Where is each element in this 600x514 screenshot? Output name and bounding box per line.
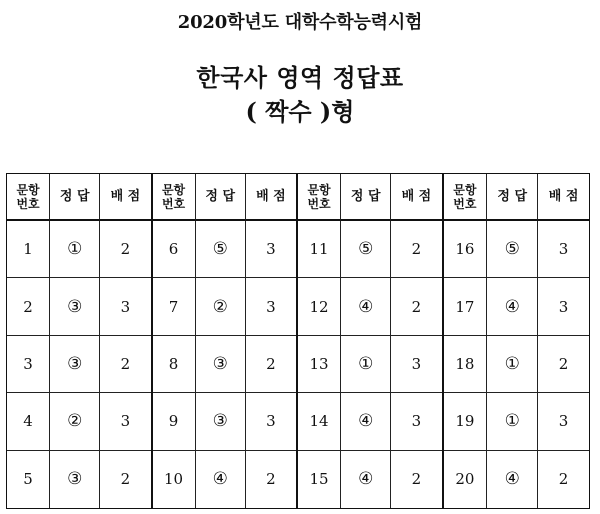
header-points: 배 점 [246, 174, 296, 221]
header-question-number: 문항 번호 [444, 174, 488, 221]
points-value: 2 [246, 336, 296, 393]
header-answer: 정 답 [196, 174, 246, 221]
question-number: 14 [298, 393, 341, 450]
question-number: 17 [444, 278, 488, 335]
question-number: 12 [298, 278, 341, 335]
points-value: 2 [391, 278, 441, 335]
header-points: 배 점 [391, 174, 441, 221]
question-number: 18 [444, 336, 488, 393]
answer-mark: ④ [196, 451, 246, 508]
answer-mark: ④ [487, 451, 538, 508]
form-type: ( 짝수 )형 [245, 97, 355, 126]
answer-table [6, 173, 590, 509]
question-number: 5 [7, 451, 50, 508]
answer-mark: ③ [196, 336, 246, 393]
answer-mark: ④ [487, 278, 538, 335]
header-question-number: 문항 번호 [7, 174, 50, 221]
question-number: 8 [153, 336, 196, 393]
question-number: 4 [7, 393, 50, 450]
question-number: 20 [444, 451, 488, 508]
points-value: 2 [411, 470, 422, 489]
answer-block-4 [444, 174, 590, 508]
answer-mark: ③ [50, 336, 100, 393]
points-value: 2 [538, 336, 589, 393]
points-value: 3 [246, 221, 296, 278]
answer-mark: ② [50, 393, 100, 450]
answer-mark: ③ [196, 393, 246, 450]
header-question-number: 문항 번호 [298, 174, 341, 221]
header-points: 배 점 [538, 174, 589, 221]
points-value: 2 [100, 336, 150, 393]
answer-block-1 [7, 174, 153, 508]
points-value: 3 [538, 221, 589, 278]
points-value: 2 [558, 470, 569, 489]
question-number: 11 [298, 221, 341, 278]
points-value: 2 [266, 470, 276, 489]
points-value: 3 [391, 393, 441, 450]
points-value: 3 [538, 393, 589, 450]
question-number: 1 [7, 221, 50, 278]
subject-title: 한국사 영역 정답표 [196, 63, 404, 92]
header-points: 배 점 [100, 174, 150, 221]
header-question-number: 문항 번호 [153, 174, 196, 221]
answer-mark: ① [341, 336, 391, 393]
points-value: 2 [391, 221, 441, 278]
question-number: 13 [298, 336, 341, 393]
answer-mark: ① [487, 393, 538, 450]
answer-mark: ⑤ [341, 221, 391, 278]
points-value: 3 [391, 336, 441, 393]
question-number: 15 [298, 451, 341, 508]
points-value: 3 [100, 278, 150, 335]
header-answer: 정 답 [487, 174, 538, 221]
question-number: 6 [153, 221, 196, 278]
points-value: 3 [246, 278, 296, 335]
question-number: 2 [7, 278, 50, 335]
answer-mark: ④ [341, 278, 391, 335]
answer-mark: ⑤ [487, 221, 538, 278]
points-value: 3 [246, 393, 296, 450]
answer-block-2 [153, 174, 299, 508]
answer-mark: ① [50, 221, 100, 278]
header-answer: 정 답 [50, 174, 100, 221]
answer-mark: ① [487, 336, 538, 393]
question-number: 10 [153, 451, 196, 508]
exam-title: 2020학년도 대학수학능력시험 [177, 12, 423, 33]
question-number: 16 [444, 221, 488, 278]
question-number: 7 [153, 278, 196, 335]
points-value: 2 [100, 221, 150, 278]
points-value: 3 [538, 278, 589, 335]
points-value: 2 [120, 470, 131, 489]
answer-block-3 [298, 174, 444, 508]
answer-mark: ④ [341, 451, 391, 508]
points-value: 3 [100, 393, 150, 450]
header-answer: 정 답 [341, 174, 391, 221]
answer-mark: ⑤ [196, 221, 246, 278]
answer-mark: ③ [50, 451, 100, 508]
answer-mark: ② [196, 278, 246, 335]
answer-mark: ③ [50, 278, 100, 335]
question-number: 19 [444, 393, 488, 450]
question-number: 9 [153, 393, 196, 450]
answer-mark: ④ [341, 393, 391, 450]
question-number: 3 [7, 336, 50, 393]
